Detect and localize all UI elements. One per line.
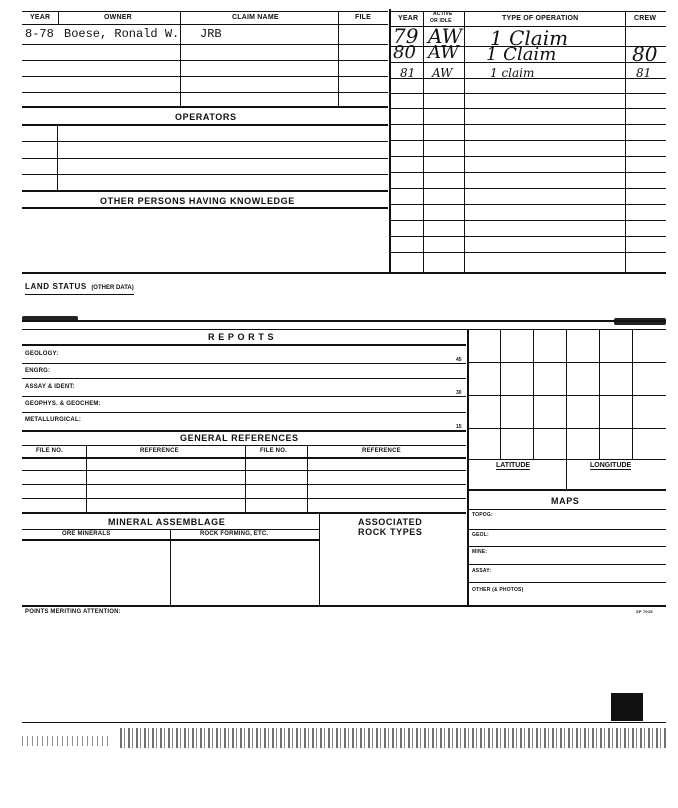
report-label-metallurgical: METALLURGICAL: [25, 417, 82, 423]
op-row2-type: 1 Claim [486, 44, 557, 65]
maps-assay: ASSAY: [472, 568, 492, 574]
ref-header-reference-2: REFERENCE [362, 448, 401, 454]
latitude-label: LATITUDE [496, 462, 531, 469]
op-col-header-type: TYPE OF OPERATION [502, 15, 579, 22]
scan-noise-band [22, 736, 112, 746]
form-number: SP 7015 [636, 609, 653, 614]
other-persons-heading: OTHER PERSONS HAVING KNOWLEDGE [100, 196, 295, 206]
maps-heading: MAPS [551, 496, 580, 506]
associated-rock-types-line2: ROCK TYPES [358, 527, 423, 537]
ref-header-reference-1: REFERENCE [140, 448, 179, 454]
reports-heading: R E P O R T S [208, 332, 275, 342]
maps-geol: GEOL: [472, 532, 489, 538]
scan-black-square [611, 693, 643, 721]
mineral-header-rock-forming: ROCK FORMING, ETC. [200, 531, 269, 537]
longitude-label: LONGITUDE [590, 462, 632, 469]
points-meriting-label: POINTS MERITING ATTENTION: [25, 609, 121, 615]
op-row2-crew: 80 [632, 42, 658, 66]
scan-noise-band [120, 728, 666, 748]
land-status-heading [25, 276, 134, 295]
op-row1-type: 1 Claim [490, 26, 569, 50]
op-row2-status: AW [428, 42, 459, 63]
associated-rock-types-line1: ASSOCIATED [358, 517, 423, 527]
report-code-assay: 30 [456, 390, 462, 396]
owner-entry-claim-name: JRB [200, 27, 222, 41]
report-label-geophys: GEOPHYS. & GEOCHEM: [25, 401, 101, 407]
maps-other: OTHER (& PHOTOS) [472, 587, 524, 593]
op-row2-year: 80 [393, 42, 416, 63]
report-label-assay: ASSAY & IDENT: [25, 384, 75, 390]
land-status-note: (OTHER DATA) [91, 285, 134, 291]
report-code-geology: 45 [456, 357, 462, 363]
op-col-header-active-line1: ACTIVE [433, 11, 453, 17]
owner-entry-year: 8-78 [25, 27, 54, 41]
maps-topog: TOPOG: [472, 512, 493, 518]
maps-mine: MINE: [472, 549, 488, 555]
ref-header-file-no-1: FILE NO. [36, 448, 63, 454]
report-label-engrg: ENGRG: [25, 368, 51, 374]
op-row3-year: 81 [400, 66, 416, 80]
op-col-header-active-line2: OR IDLE [430, 18, 452, 24]
col-header-file: FILE [355, 14, 371, 21]
op-col-header-year: YEAR [398, 15, 419, 22]
report-code-metallurgical: 15 [456, 424, 462, 430]
op-col-header-crew: CREW [634, 15, 657, 22]
mineral-header-ore: ORE MINERALS [62, 531, 111, 537]
op-row3-type: 1 claim [490, 66, 535, 80]
op-row1-status: AW [428, 24, 463, 48]
ref-header-file-no-2: FILE NO. [260, 448, 287, 454]
col-header-owner: OWNER [104, 14, 132, 21]
op-row1-year: 79 [393, 24, 419, 48]
operators-heading: OPERATORS [175, 112, 237, 122]
report-label-geology: GEOLOGY: [25, 351, 59, 357]
general-references-heading: GENERAL REFERENCES [180, 433, 299, 443]
col-header-year: YEAR [30, 14, 51, 21]
owner-entry-owner: Boese, Ronald W. [64, 27, 180, 41]
land-status-label: LAND STATUS [25, 282, 87, 291]
col-header-claim-name: CLAIM NAME [232, 14, 279, 21]
op-row3-crew: 81 [636, 66, 652, 80]
mineral-assemblage-heading: MINERAL ASSEMBLAGE [108, 517, 226, 527]
op-row3-status: AW [432, 66, 453, 80]
